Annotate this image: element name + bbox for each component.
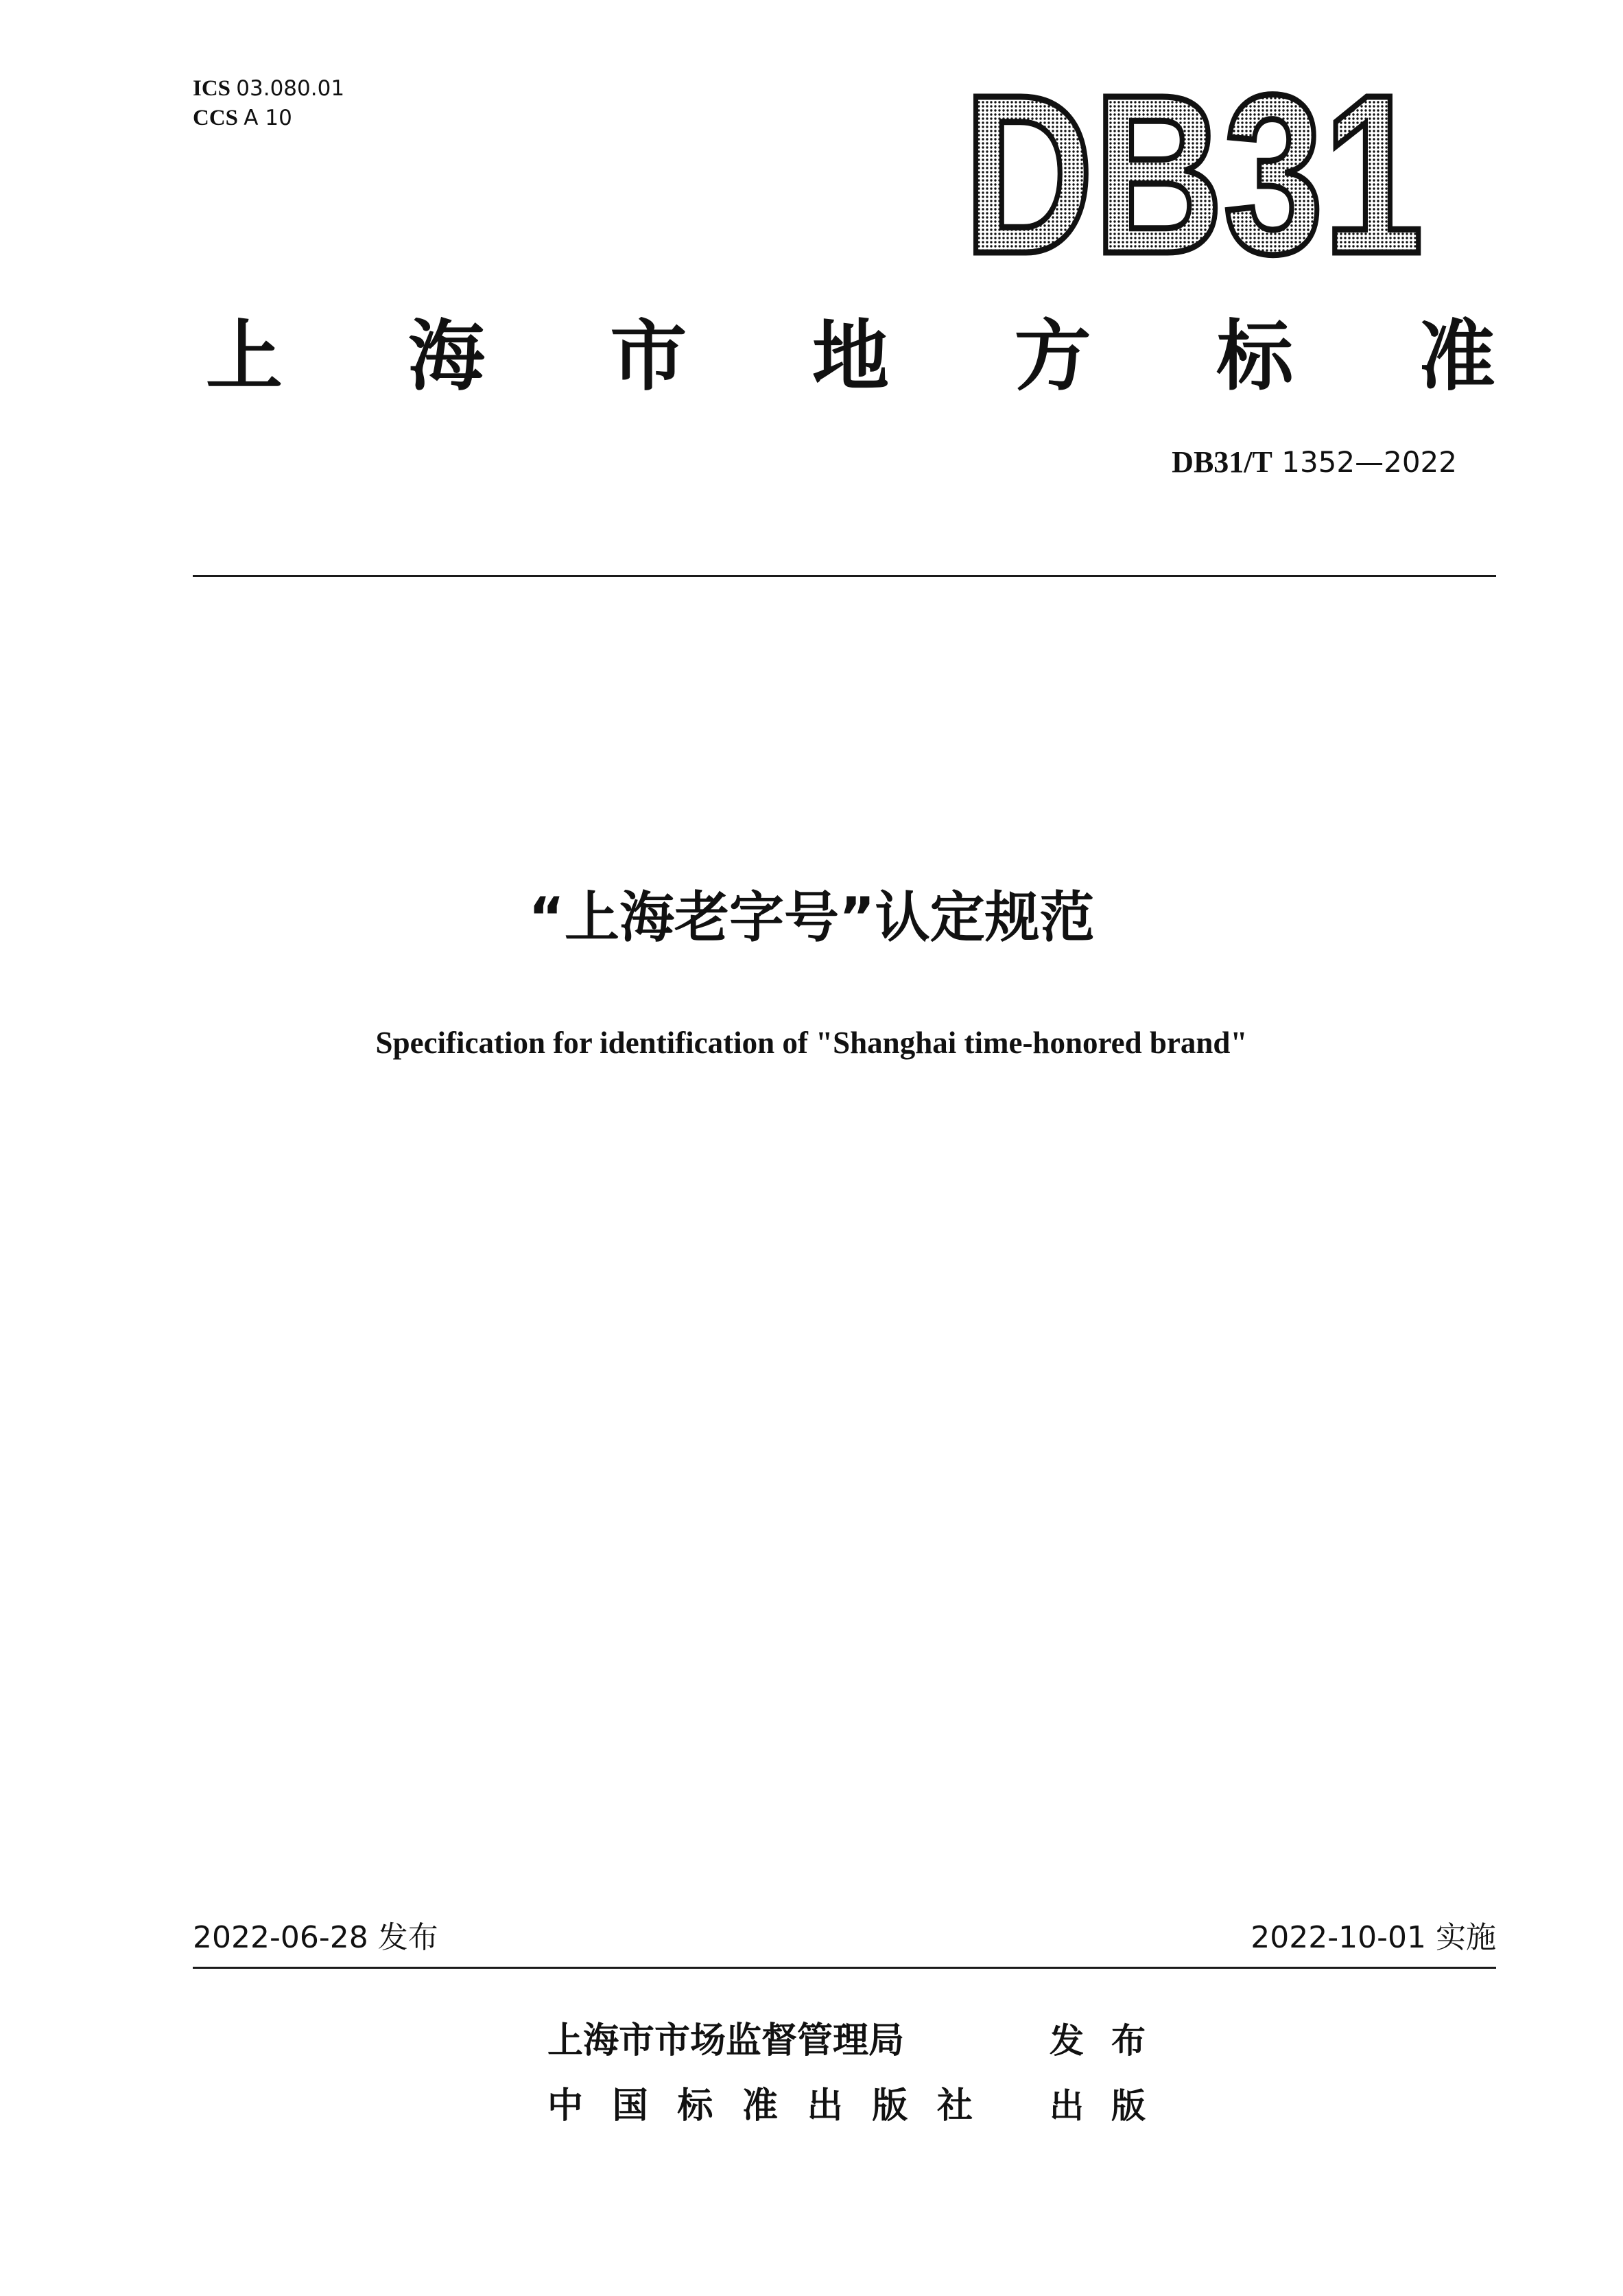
ics-code	[193, 74, 344, 104]
db31-mark-graphic	[960, 47, 1427, 300]
issuer-role-char: 布	[1111, 2021, 1146, 2061]
top-divider	[193, 575, 1496, 577]
heading-char: 市	[610, 312, 687, 401]
heading-char: 标	[1216, 312, 1294, 401]
heading-char: 方	[1014, 312, 1091, 401]
publisher-row	[0, 2082, 1623, 2130]
publisher-role	[1050, 2082, 1146, 2130]
publisher-name-char: 出	[807, 2085, 843, 2127]
db31-mark-text: DB31	[964, 47, 1423, 300]
publisher-name-char: 国	[612, 2085, 648, 2127]
ics-label: ICS	[193, 76, 231, 101]
standard-number-value: 1352—2022	[1272, 445, 1457, 479]
publisher-name-char: 版	[872, 2085, 908, 2127]
issuer-name: 上海市市场监督管理局	[547, 2020, 905, 2061]
db31-mark	[960, 47, 1427, 300]
standard-category-heading	[206, 309, 1495, 405]
heading-char: 准	[1418, 312, 1495, 401]
publisher-name-char: 社	[936, 2085, 973, 2127]
ccs-label: CCS	[193, 106, 239, 130]
heading-char: 上	[206, 312, 283, 401]
issuer-role-char: 发	[1050, 2021, 1084, 2061]
issue-date: 2022-06-28 发布	[193, 1920, 438, 1955]
ics-value: 03.080.01	[236, 76, 345, 101]
publisher-name-char: 准	[742, 2085, 778, 2127]
document-title-chinese: “上海老字号”认定规范	[528, 886, 1095, 949]
publisher-role-char: 版	[1111, 2086, 1146, 2126]
standard-number	[1172, 443, 1457, 482]
standard-number-prefix: DB31/T	[1172, 445, 1272, 479]
effective-date: 2022-10-01 实施	[1251, 1920, 1496, 1955]
publisher-name	[547, 2082, 973, 2130]
publisher-name-char: 中	[547, 2085, 584, 2127]
heading-char: 海	[407, 312, 485, 401]
publisher-role-char: 出	[1050, 2086, 1084, 2126]
issuer-row	[0, 2017, 1623, 2065]
heading-char: 地	[812, 312, 889, 401]
ccs-code	[193, 104, 344, 133]
bottom-divider	[193, 1967, 1496, 1969]
ccs-value: A 10	[244, 106, 292, 130]
classification-codes	[193, 74, 344, 133]
publisher-name-char: 标	[677, 2085, 713, 2127]
document-title-english: Specification for identification of "Shanghai time-honored brand"	[375, 1026, 1248, 1060]
issuer-role	[1050, 2017, 1146, 2065]
